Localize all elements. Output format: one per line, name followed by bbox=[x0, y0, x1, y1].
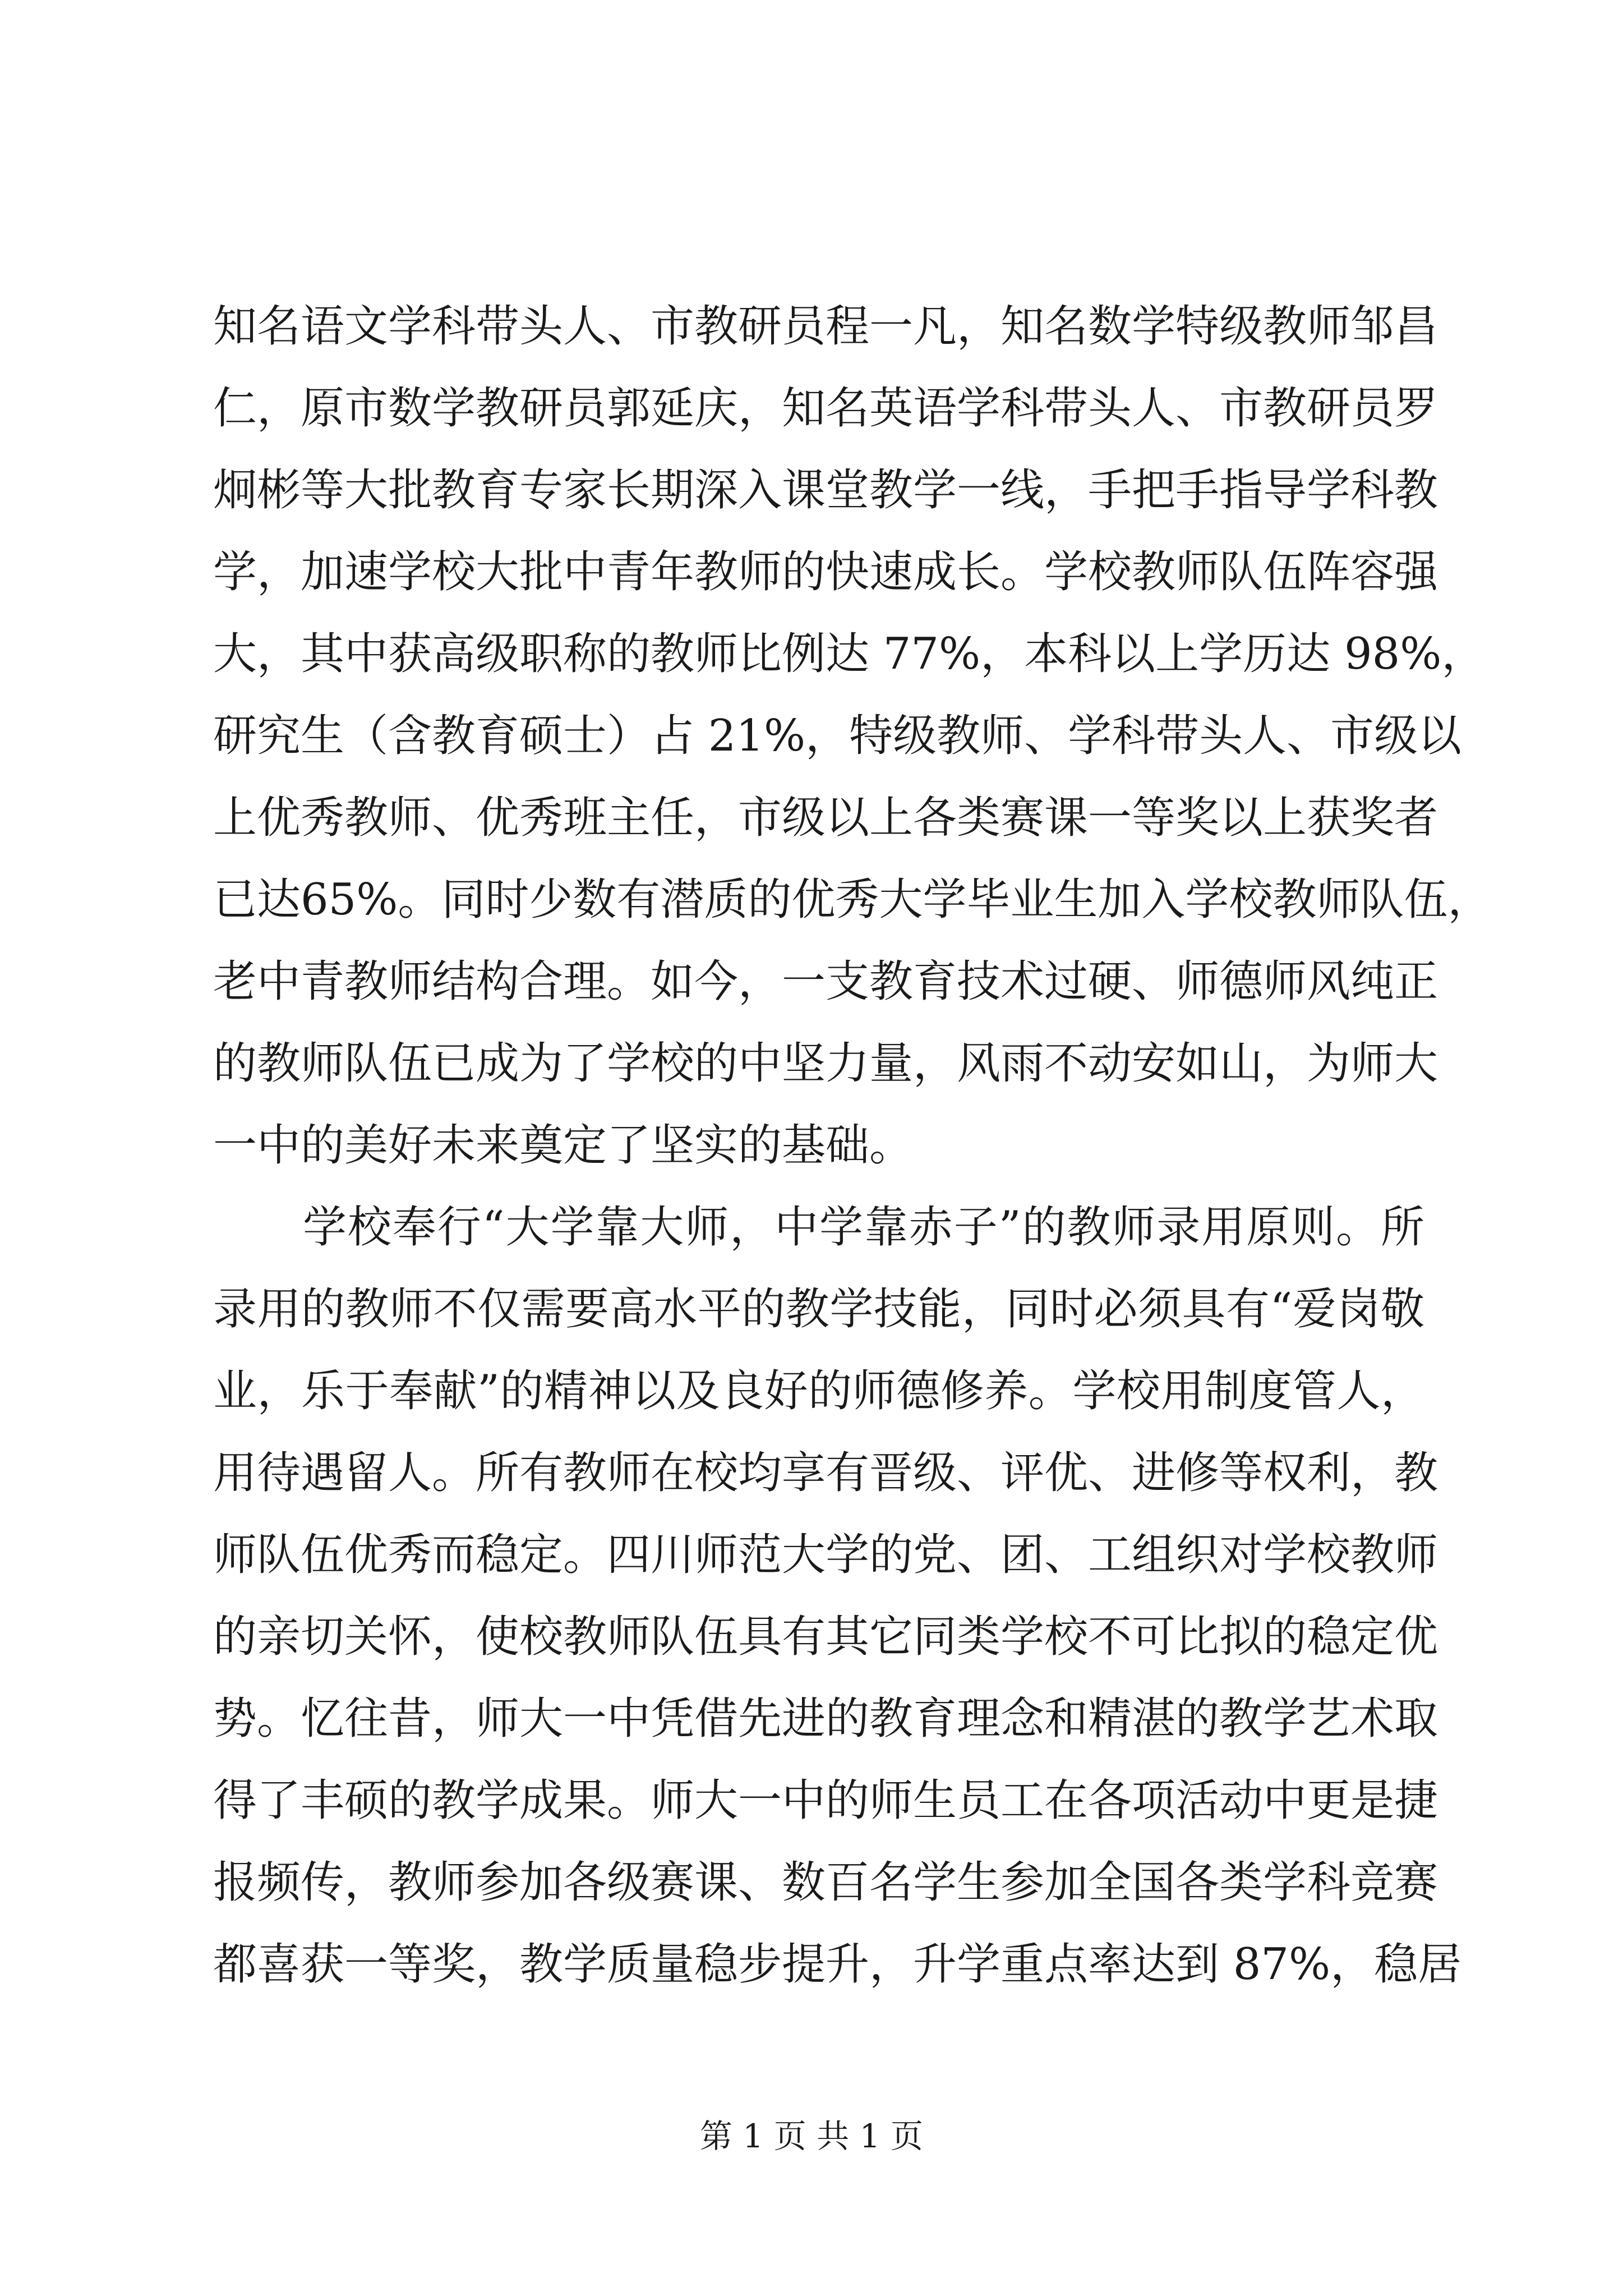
page-footer: 第 1 页 共 1 页 bbox=[700, 2117, 923, 2155]
body-text-line: 老中青教师结构合理。如今，一支教育技术过硬、师德师风纯正 bbox=[213, 956, 1438, 1007]
body-text-line: 炯彬等大批教育专家长期深入课堂教学一线，手把手指导学科教 bbox=[213, 465, 1438, 516]
body-text-line: 得了丰硕的教学成果。师大一中的师生员工在各项活动中更是捷 bbox=[213, 1775, 1438, 1826]
paragraph-first-line: 学校奉行“大学靠大师，中学靠赤子”的教师录用原则。所 bbox=[303, 1202, 1424, 1253]
body-text-line: 学，加速学校大批中青年教师的快速成长。学校教师队伍阵容强 bbox=[213, 547, 1438, 597]
body-text-line: 录用的教师不仅需要高水平的教学技能，同时必须具有“爱岗敬 bbox=[213, 1284, 1424, 1335]
body-text-line: 研究生（含教育硕士）占 21%，特级教师、学科带头人、市级以 bbox=[213, 711, 1462, 761]
body-text-line: 一中的美好未来奠定了坚实的基础。 bbox=[213, 1120, 914, 1171]
body-text-line: 上优秀教师、优秀班主任，市级以上各类赛课一等奖以上获奖者 bbox=[213, 793, 1438, 843]
body-text-line: 的教师队伍已成为了学校的中坚力量，风雨不动安如山，为师大 bbox=[213, 1038, 1438, 1089]
body-text-line: 师队伍优秀而稳定。四川师范大学的党、团、工组织对学校教师 bbox=[213, 1530, 1438, 1580]
body-text-line: 大，其中获高级职称的教师比例达 77%，本科以上学历达 98%， bbox=[213, 629, 1486, 679]
body-text-line: 报频传，教师参加各级赛课、数百名学生参加全国各类学科竞赛 bbox=[213, 1857, 1438, 1908]
body-text-line: 都喜获一等奖，教学质量稳步提升，升学重点率达到 87%，稳居 bbox=[213, 1939, 1462, 1990]
body-text-line: 势。忆往昔，师大一中凭借先进的教育理念和精湛的教学艺术取 bbox=[213, 1694, 1438, 1744]
body-text-line: 用待遇留人。所有教师在校均享有晋级、评优、进修等权利，教 bbox=[213, 1448, 1438, 1498]
body-text-line: 已达65%。同时少数有潜质的优秀大学毕业生加入学校教师队伍， bbox=[213, 875, 1492, 925]
body-text-line: 仁，原市数学教研员郭延庆，知名英语学科带头人、市教研员罗 bbox=[213, 383, 1438, 434]
body-text-line: 知名语文学科带头人、市教研员程一凡，知名数学特级教师邹昌 bbox=[213, 301, 1438, 352]
body-text-line: 业，乐于奉献”的精神以及良好的师德修养。学校用制度管人， bbox=[213, 1366, 1424, 1416]
body-text-line: 的亲切关怀，使校教师队伍具有其它同类学校不可比拟的稳定优 bbox=[213, 1612, 1438, 1662]
